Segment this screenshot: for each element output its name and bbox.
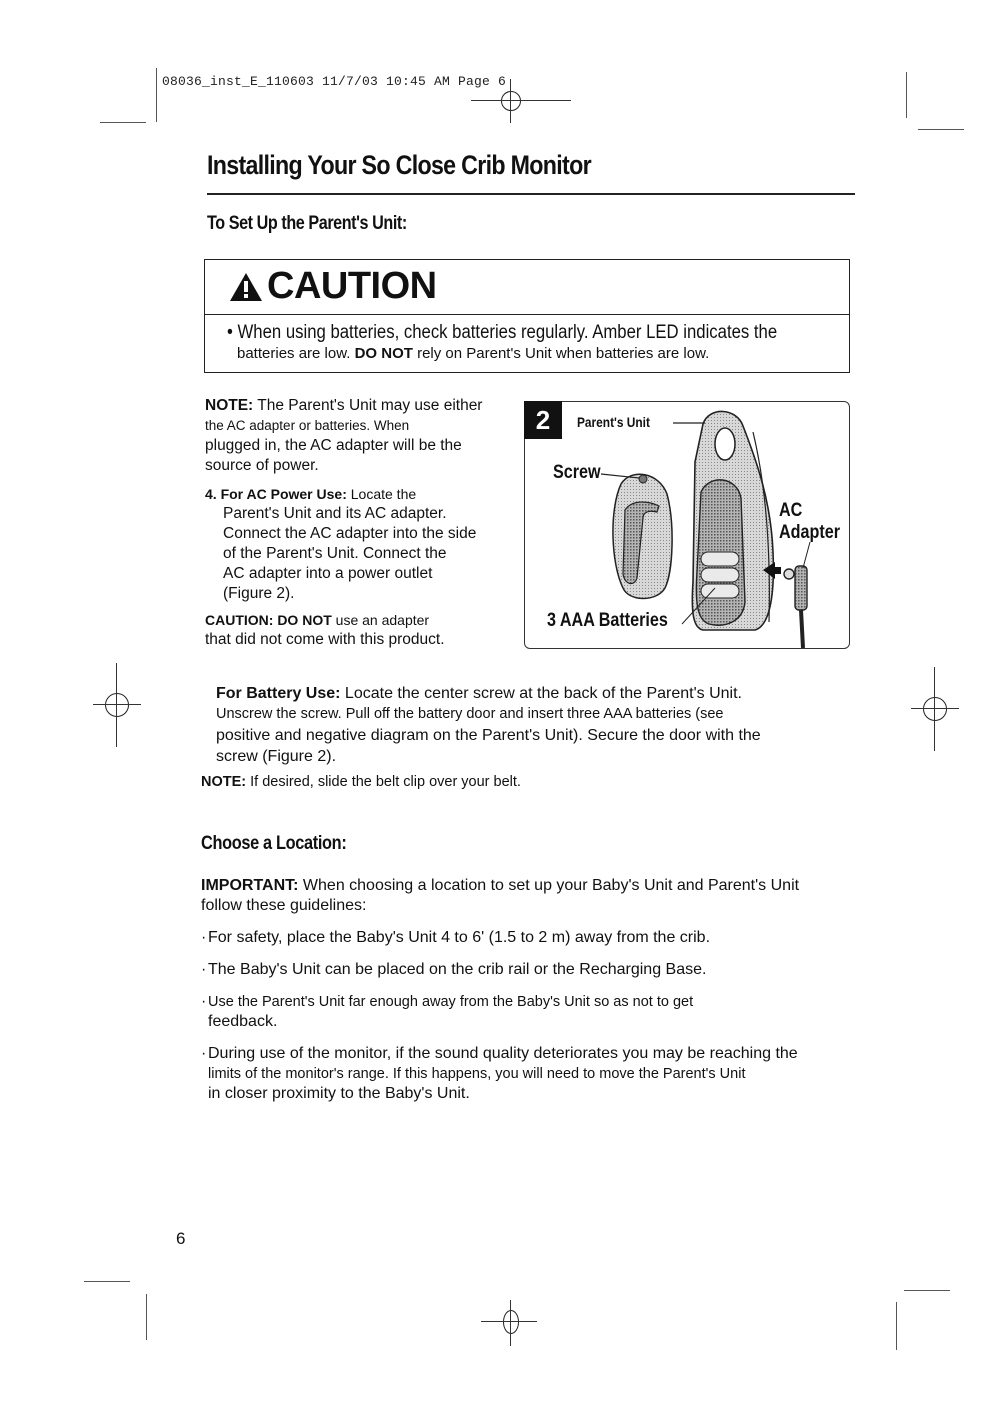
text-line: follow these guidelines: [201,897,367,914]
label-ac-adapter-line1: AC [779,500,803,521]
label-screw: Screw [553,462,601,483]
bullet: · [201,993,207,1010]
caution-box [204,259,850,373]
parents-unit-body-icon [692,411,773,630]
note-paragraph [205,396,505,476]
caution-text [227,322,839,364]
text-line: Parent's Unit and its AC adapter. [223,505,447,522]
text-line: AC adapter into a power outlet [223,565,433,582]
step-label: For AC Power Use: [220,486,347,502]
caution-header [205,260,849,315]
bullet: · [201,961,207,978]
text-line: that did not come with this product. [205,631,445,648]
caution-line: rely on Parent's Unit when batteries are low. [412,345,710,362]
step-number: 4. [205,486,217,502]
battery-use-label: For Battery Use: [216,685,341,702]
battery-door-icon [613,474,672,598]
list-item [201,992,861,1032]
crop-mark [156,68,157,122]
section-heading-choose-location: Choose a Location: [201,833,347,854]
caution-label: CAUTION: DO NOT [205,612,332,628]
step-4-paragraph [205,484,505,604]
text-line: positive and negative diagram on the Parent's Unit). Secure the door with the [216,727,761,744]
text-line: screw (Figure 2). [216,748,337,765]
belt-clip-note [201,774,521,790]
text-line: plugged in, the AC adapter will be the [205,437,462,454]
text-line: Use the Parent's Unit far enough away from the Baby's Unit so as not to get [208,994,694,1010]
figure-number-badge: 2 [524,401,562,439]
bullet: · [201,1045,207,1062]
left-column [205,396,505,658]
battery-use-paragraph [216,683,856,767]
text-line: When choosing a location to set up your Baby's Unit and Parent's Unit [298,877,800,894]
note-label: NOTE: [201,774,247,790]
crop-mark [904,1290,950,1291]
text-line: The Baby's Unit can be placed on the crib rail or the Recharging Base. [208,961,707,978]
important-paragraph [201,876,861,916]
label-ac-adapter-line2: Adapter [779,522,841,543]
print-slug: 08036_inst_E_110603 11/7/03 10:45 AM Page 6 [162,74,507,89]
bullet: · [201,929,207,946]
warning-triangle-icon [229,272,263,302]
page-number: 6 [176,1229,186,1248]
text-line: Locate the [346,486,417,502]
crop-mark [146,1294,147,1340]
caution-line: batteries are low. [237,345,355,362]
crop-mark [896,1302,897,1350]
text-line: the AC adapter or batteries. When [205,418,410,433]
title-divider [207,193,855,195]
list-item [201,1044,861,1104]
text-line: The Parent's Unit may use either [253,397,483,414]
crop-mark [84,1281,130,1282]
caution-heading: CAUTION [267,265,437,307]
section-heading-parents-unit: To Set Up the Parent's Unit: [207,213,407,234]
list-item [201,960,861,980]
text-line: of the Parent's Unit. Connect the [223,545,447,562]
important-label: IMPORTANT: [201,877,299,894]
text-line: For safety, place the Baby's Unit 4 to 6' (1.5 to 2 m) away from the crib. [208,929,711,946]
caution-emphasis: DO NOT [354,345,413,362]
bullet: • [227,322,233,343]
text-line: Connect the AC adapter into the side [223,525,477,542]
text-line: feedback. [208,1013,278,1030]
text-line: During use of the monitor, if the sound quality deteriorates you may be reaching the [208,1045,798,1062]
adapter-caution-paragraph [205,610,505,650]
text-line: If desired, slide the belt clip over your belt. [246,774,521,790]
registration-mark-top [501,91,521,111]
location-guidelines-list [201,928,861,1116]
caution-line: When using batteries, check batteries regularly. Amber LED indicates the [237,322,778,343]
registration-mark-bottom [503,1310,519,1334]
page-title: Installing Your So Close Crib Monitor [207,150,591,180]
crop-mark [906,72,907,118]
text-line: use an adapter [331,612,430,628]
text-line: limits of the monitor's range. If this happens, you will need to move the Parent's Unit [208,1066,746,1082]
list-item [201,928,861,948]
note-label: NOTE: [205,397,254,414]
text-line: (Figure 2). [223,585,295,602]
leader-line [803,542,810,568]
text-line: in closer proximity to the Baby's Unit. [208,1085,470,1102]
figure-2-parents-unit-diagram [524,401,850,649]
registration-mark-right [923,697,947,721]
label-3-aaa-batteries: 3 AAA Batteries [547,610,668,631]
registration-mark-left [105,693,129,717]
label-parents-unit: Parent's Unit [577,414,650,430]
crop-mark [918,129,964,130]
text-line: Unscrew the screw. Pull off the battery door and insert three AAA batteries (see [216,706,724,722]
text-line: source of power. [205,457,319,474]
crop-mark [100,122,146,123]
text-line: Locate the center screw at the back of the Parent's Unit. [340,685,742,702]
